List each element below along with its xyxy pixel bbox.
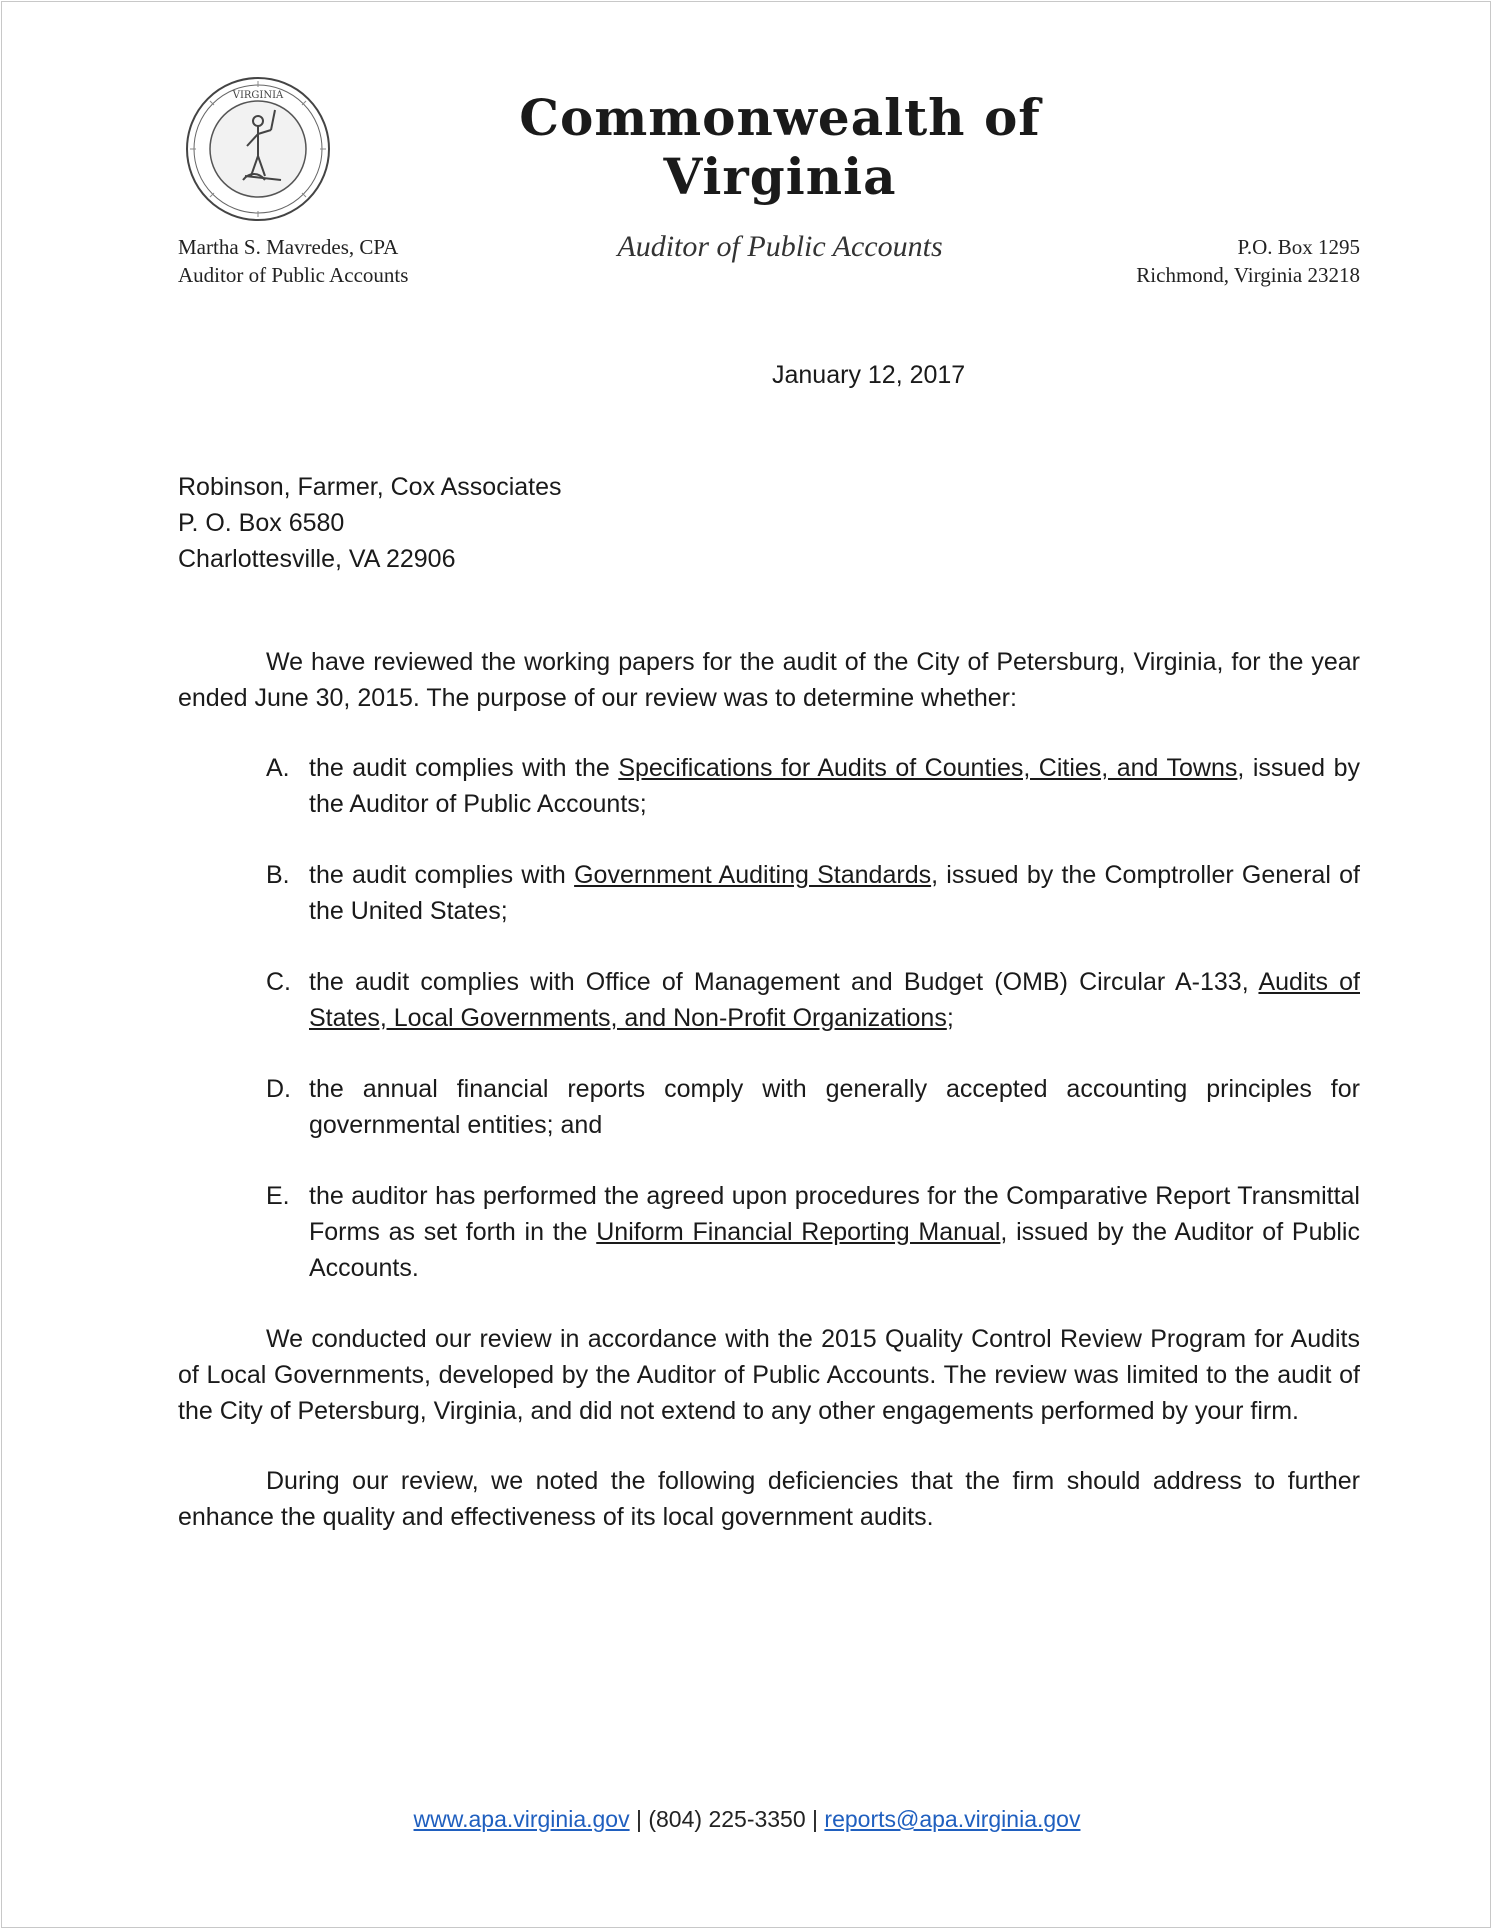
recipient-name: Robinson, Farmer, Cox Associates [178, 473, 562, 501]
letter-body [178, 644, 1360, 1535]
omb-title: Audits of States, Local Governments, and Non-Profit Organizations [309, 968, 1360, 1032]
masthead-title: Commonwealth of Virginia [519, 88, 1041, 206]
list-item: A. the audit complies with the Specifications for Audits of Counties, Cities, and Towns, issued by the Auditor of Public Accounts; [178, 750, 1360, 822]
footer: www.apa.virginia.gov | (804) 225-3350 | reports@apa.virginia.gov [413, 1806, 1081, 1832]
email-link[interactable]: reports@apa.virginia.gov [824, 1806, 1081, 1832]
list-item: C. the audit complies with Office of Management and Budget (OMB) Circular A-133, Audits of States, Local Governments, and Non-Profit Organizations; [178, 964, 1360, 1036]
ufrm-title: Uniform Financial Reporting Manual [596, 1218, 1001, 1246]
virginia-seal-icon [185, 76, 331, 222]
auditor-name-block [178, 233, 408, 289]
review-objectives-list [178, 750, 1360, 1286]
website-link[interactable]: www.apa.virginia.gov [413, 1806, 630, 1832]
recipient-city: Charlottesville, VA 22906 [178, 545, 456, 573]
list-item-letter: E. [266, 1182, 290, 1210]
list-item: D. the annual financial reports comply with generally accepted accounting principles for governmental entities; and [178, 1071, 1360, 1143]
list-item-letter: C. [266, 968, 291, 996]
list-item-letter: B. [266, 861, 290, 889]
mailing-address-block [1136, 233, 1360, 289]
deficiencies-paragraph: During our review, we noted the following deficiencies that the firm should address to further enhance the quality and effectiveness of its local government audits. [178, 1467, 1360, 1531]
masthead [400, 88, 1160, 264]
svg-text:VIRGINIA: VIRGINIA [232, 90, 284, 101]
list-item: E. the auditor has performed the agreed upon procedures for the Comparative Report Transmittal Forms as set forth in the Uniform Financial Reporting Manual, issued by the Auditor of Public Accounts. [178, 1178, 1360, 1286]
gas-title: Government Auditing Standards [574, 861, 932, 889]
auditor-title: Auditor of Public Accounts [178, 263, 409, 287]
auditor-name: Martha S. Mavredes, CPA [178, 235, 399, 259]
masthead-subtitle: Auditor of Public Accounts [617, 230, 943, 263]
specifications-title: Specifications for Audits of Counties, Cities, and Towns [618, 754, 1238, 782]
recipient-address [178, 469, 562, 577]
scope-paragraph: We conducted our review in accordance with the 2015 Quality Control Review Program for Audits of Local Governments, developed by the Auditor of Public Accounts. The review was limited to the audit of the City of Petersburg, Virginia, and did not extend to any other engagements performed by your firm. [178, 1325, 1360, 1425]
po-box: P.O. Box 1295 [1237, 235, 1360, 259]
city-state-zip: Richmond, Virginia 23218 [1136, 263, 1360, 287]
recipient-po-box: P. O. Box 6580 [178, 509, 345, 537]
list-item-letter: A. [266, 754, 290, 782]
letter-date: January 12, 2017 [772, 361, 966, 389]
list-item-letter: D. [266, 1075, 291, 1103]
phone-number: (804) 225-3350 [648, 1806, 806, 1832]
list-item: B. the audit complies with Government Auditing Standards, issued by the Comptroller General of the United States; [178, 857, 1360, 929]
intro-paragraph: We have reviewed the working papers for the audit of the City of Petersburg, Virginia, for the year ended June 30, 2015. The purpose of our review was to determine whether: [178, 648, 1360, 712]
